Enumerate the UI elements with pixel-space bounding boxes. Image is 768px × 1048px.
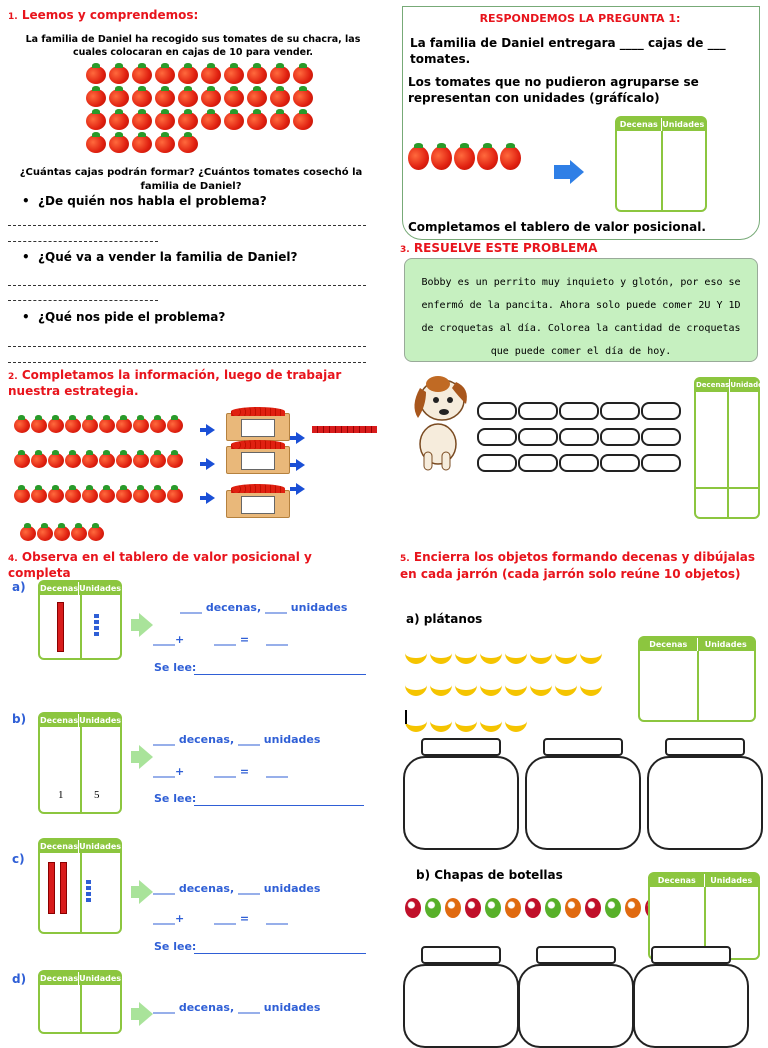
footer-text: Completamos el tablero de valor posicional. [408, 220, 706, 234]
tomato-icon [132, 89, 152, 107]
tomato-icon [178, 66, 198, 84]
tomato-icon [178, 112, 198, 130]
reading-line[interactable] [194, 805, 364, 806]
answer-sentence-2: Los tomates que no pudieron agruparse se representan con unidades (gráfícalo) [408, 75, 699, 105]
jar-icon[interactable] [525, 756, 641, 850]
decenas-unidades-line[interactable]: ____ decenas, ____ unidades [153, 882, 321, 895]
answer-line[interactable] [8, 241, 158, 242]
board-header: Decenas [617, 118, 662, 131]
banana-icon [580, 678, 602, 696]
banana-icon [455, 714, 477, 732]
tomato-icon [270, 66, 290, 84]
tomato-icon [65, 453, 81, 468]
board-header: Decenas [696, 379, 730, 392]
tomato-icon [109, 66, 129, 84]
answer-sentence-1[interactable]: La familia de Daniel entregara ____ cajas de ___ tomates. [410, 36, 726, 66]
unit-cube-icon [94, 620, 99, 624]
banana-icon [405, 646, 427, 664]
bone-icon [600, 428, 640, 446]
tomato-icon [82, 453, 98, 468]
banana-icon [480, 714, 502, 732]
tomato-icon [14, 453, 30, 468]
item-label: c) [12, 852, 25, 866]
section-title-text: Encierra los objetos formando decenas y dibújalas en cada jarrón (cada jarrón solo reúne 10 objetos) [400, 550, 756, 581]
tomato-icon [155, 112, 175, 130]
decenas-unidades-line[interactable]: ____ decenas, ____ unidades [180, 601, 348, 614]
place-value-board [38, 838, 122, 934]
tomato-icon [86, 66, 106, 84]
tomato-icon [14, 418, 30, 433]
banana-icon [455, 646, 477, 664]
arrow-icon [296, 432, 305, 444]
section-number: 1. [8, 12, 18, 22]
section-title-text: Observa en el tablero de valor posicional y completa [8, 550, 312, 580]
section-1-title [8, 8, 198, 22]
se-lee-label: Se lee: [154, 792, 197, 805]
bullet-text: ¿Qué va a vender la familia de Daniel? [38, 250, 298, 264]
answer-line[interactable] [8, 225, 366, 226]
tomato-icon [109, 89, 129, 107]
board-header: Unidades [79, 974, 122, 983]
jar-icon[interactable] [518, 964, 634, 1048]
banana-icon [405, 678, 427, 696]
jar-icon[interactable] [633, 964, 749, 1048]
item-label: a) [12, 580, 26, 594]
reading-line[interactable] [194, 674, 366, 675]
bottle-caps-row [405, 898, 681, 918]
tomato-icon [201, 112, 221, 130]
tomato-icon [408, 146, 429, 170]
tomato-icon [293, 112, 313, 130]
board-header: Unidades [79, 842, 122, 851]
place-value-board[interactable] [638, 636, 756, 722]
bottle-cap-icon [525, 898, 541, 918]
banana-icon [430, 646, 452, 664]
bottle-cap-icon [485, 898, 501, 918]
platanos-label: a) plátanos [406, 612, 483, 626]
se-lee-label: Se lee: [154, 940, 197, 953]
tomato-icon [116, 453, 132, 468]
banana-row [405, 650, 602, 668]
crate-icon [226, 413, 290, 441]
tomato-icon [150, 453, 166, 468]
tomato-icon [54, 526, 70, 541]
banana-icon [530, 678, 552, 696]
bone-icon [477, 428, 517, 446]
arrow-icon [206, 424, 215, 436]
tomato-icon [150, 488, 166, 503]
tomato-icon [133, 488, 149, 503]
sum-result-blank[interactable]: ____ [266, 765, 288, 778]
bullet-3: • ¿Qué nos pide el problema? [22, 310, 226, 324]
dog-icon [408, 366, 470, 472]
board-header: Decenas [40, 584, 79, 593]
bottle-cap-icon [505, 898, 521, 918]
tomato-icon [31, 488, 47, 503]
tomato-icon [178, 89, 198, 107]
banana-row [405, 682, 602, 700]
tens-digit: 1 [58, 789, 64, 801]
crate-icon [226, 490, 290, 518]
board-header: Unidades [730, 381, 768, 389]
tomato-icon [500, 146, 521, 170]
banana-icon [455, 678, 477, 696]
tomato-icon [86, 135, 106, 153]
question-text: ¿Cuántas cajas podrán formar? ¿Cuántos tomates cosechó la familia de Daniel? [19, 167, 363, 192]
sum-blank[interactable]: ____+ [153, 633, 185, 646]
board-header: Unidades [79, 584, 122, 593]
tomato-icon [37, 526, 53, 541]
tomato-icon [48, 488, 64, 503]
tomato-icon [14, 488, 30, 503]
crate-answer-box[interactable] [241, 419, 275, 437]
bullet-1: • ¿De quién nos habla el problema? [22, 194, 267, 208]
bone-icon [477, 454, 517, 472]
tomato-icon [270, 112, 290, 130]
sum-result-blank[interactable]: ____ [266, 912, 288, 925]
tomato-icon [86, 89, 106, 107]
unit-cube-icon [86, 898, 91, 902]
tomato-icon [20, 526, 36, 541]
section-4-title [8, 550, 368, 580]
board-header: Decenas [650, 874, 705, 887]
tomato-icon [65, 488, 81, 503]
banana-icon [580, 646, 602, 664]
banana-icon [530, 646, 552, 664]
tomato-icon [293, 89, 313, 107]
tomato-icon [71, 526, 87, 541]
tomato-icon [31, 453, 47, 468]
big-arrow-icon [554, 165, 570, 179]
banana-icon [505, 678, 527, 696]
crate-answer-box[interactable] [241, 452, 275, 470]
units-digit: 5 [94, 789, 100, 801]
bottle-cap-icon [565, 898, 581, 918]
tomato-icon [82, 418, 98, 433]
tomato-icon [224, 112, 244, 130]
se-lee-label: Se lee: [154, 661, 197, 674]
section-number: 2. [8, 372, 18, 382]
banana-icon [505, 646, 527, 664]
jar-icon[interactable] [403, 756, 519, 850]
section-title-text: Leemos y comprendemos: [21, 8, 199, 22]
bottle-cap-icon [545, 898, 561, 918]
tomato-icon [132, 112, 152, 130]
place-value-board [38, 970, 122, 1034]
tomato-icon [99, 418, 115, 433]
unit-cube-icon [86, 880, 91, 884]
green-arrow-icon [139, 745, 153, 769]
tomato-icon [178, 135, 198, 153]
sum-blank[interactable]: ____ = [214, 633, 250, 646]
section-number: 5. [400, 554, 410, 564]
tomato-icon [132, 66, 152, 84]
tomato-icon [454, 146, 475, 170]
reading-line[interactable] [194, 953, 366, 954]
board-header: Decenas [40, 716, 79, 725]
unit-cube-icon [94, 614, 99, 618]
banana-icon [480, 646, 502, 664]
tomato-icon [31, 418, 47, 433]
bone-icon [559, 402, 599, 420]
bottle-cap-icon [605, 898, 621, 918]
bone-icon [559, 454, 599, 472]
board-header: Unidades [79, 716, 122, 725]
sum-blank[interactable]: ____ = [214, 912, 250, 925]
bottle-cap-icon [465, 898, 481, 918]
bone-icon [518, 428, 558, 446]
board-header: Unidades [710, 876, 753, 885]
tomato-icon [247, 66, 267, 84]
respondemos-title: RESPONDEMOS LA PREGUNTA 1: [479, 12, 681, 25]
banana-icon [405, 714, 427, 732]
arrow-icon [206, 492, 215, 504]
tomato-icon [270, 89, 290, 107]
board-header: Unidades [662, 120, 705, 129]
tomato-icon [65, 418, 81, 433]
arrow-icon [206, 458, 215, 470]
place-value-board[interactable] [615, 116, 707, 212]
bullet-2: • ¿Qué va a vender la familia de Daniel? [22, 250, 298, 264]
problem-box [404, 258, 758, 362]
banana-icon [505, 714, 527, 732]
tomato-icon [48, 453, 64, 468]
jar-icon[interactable] [647, 756, 763, 850]
ten-rod-icon [48, 862, 55, 914]
tomato-icon [247, 112, 267, 130]
unit-cube-icon [94, 626, 99, 630]
tomato-icon [116, 418, 132, 433]
tomato-icon [155, 89, 175, 107]
banana-icon [430, 714, 452, 732]
text-cursor [405, 710, 407, 724]
item-label: d) [12, 972, 27, 986]
section-3-title [400, 241, 597, 255]
sum-result-blank[interactable]: ____ [266, 633, 288, 646]
board-header: Decenas [640, 638, 698, 651]
bullet-text: ¿De quién nos habla el problema? [38, 194, 267, 208]
sum-blank[interactable]: ____+ [153, 765, 185, 778]
tomato-icon [201, 66, 221, 84]
tomato-icon [48, 418, 64, 433]
bottle-cap-icon [585, 898, 601, 918]
tomato-icon [201, 89, 221, 107]
item-label: b) [12, 712, 27, 726]
bone-grid [477, 402, 681, 472]
banana-icon [480, 678, 502, 696]
arrow-icon [296, 459, 305, 471]
unit-cube-icon [86, 892, 91, 896]
board-header: Decenas [40, 974, 79, 983]
tomato-icon [155, 135, 175, 153]
place-value-board[interactable] [694, 377, 768, 519]
ten-rod-icon [60, 862, 67, 914]
tomato-icon [477, 146, 498, 170]
banana-icon [430, 678, 452, 696]
bone-icon [518, 454, 558, 472]
problem-text: Bobby es un perrito muy inquieto y glotón, por eso se enfermó de la pancita. Ahora solo puede comer 2U Y 1D de croquetas al día. Colorea la cantidad de croquetas que puede comer el día de hoy. [421, 277, 741, 357]
tomato-icon [133, 418, 149, 433]
decenas-unidades-line[interactable]: ____ decenas, ____ unidades [153, 1001, 321, 1014]
tomato-icon [224, 66, 244, 84]
crate-icon [226, 446, 290, 474]
crate-answer-box[interactable] [241, 496, 275, 514]
bone-icon [641, 454, 681, 472]
bone-icon [559, 428, 599, 446]
tomato-icon [167, 453, 183, 468]
ten-rod-icon [312, 426, 377, 433]
tomato-icon [224, 89, 244, 107]
sum-blank[interactable]: ____ = [214, 765, 250, 778]
green-arrow-icon [139, 613, 153, 637]
bone-icon [641, 428, 681, 446]
answer-line[interactable] [8, 346, 366, 347]
unit-cube-icon [94, 632, 99, 636]
unit-cube-icon [86, 886, 91, 890]
bone-icon [600, 402, 640, 420]
banana-row [405, 718, 527, 736]
big-arrow-head-icon [570, 160, 584, 184]
bone-icon [477, 402, 517, 420]
tomato-icon [99, 488, 115, 503]
green-arrow-icon [139, 880, 153, 904]
tomato-icon [155, 66, 175, 84]
bone-icon [641, 402, 681, 420]
place-value-board [38, 712, 122, 814]
arrow-icon [296, 483, 305, 495]
section-number: 4. [8, 554, 18, 564]
tomato-icon [86, 112, 106, 130]
jar-icon[interactable] [403, 964, 519, 1048]
banana-icon [555, 678, 577, 696]
ten-rod-icon [57, 602, 64, 652]
tomato-icon [247, 89, 267, 107]
tomato-icon [82, 488, 98, 503]
tomato-icon [116, 488, 132, 503]
answer-line[interactable] [8, 300, 158, 301]
tomato-icon [167, 418, 183, 433]
tomato-icon [109, 112, 129, 130]
green-arrow-icon [139, 1002, 153, 1026]
decenas-unidades-line[interactable]: ____ decenas, ____ unidades [153, 733, 321, 746]
section-2-title [8, 368, 368, 398]
place-value-board [38, 580, 122, 660]
bullet-text: ¿Qué nos pide el problema? [38, 310, 226, 324]
board-header: Decenas [40, 842, 79, 851]
tomato-icon [99, 453, 115, 468]
answer-line[interactable] [8, 362, 366, 363]
sum-blank[interactable]: ____+ [153, 912, 185, 925]
section-number: 3. [400, 245, 410, 255]
bone-icon [518, 402, 558, 420]
story-text: La familia de Daniel ha recogido sus tomates de su chacra, las cuales colocaran en cajas de 10 para vender. [25, 34, 361, 58]
tomato-icon [88, 526, 104, 541]
tomato-icon [150, 418, 166, 433]
bottle-cap-icon [625, 898, 641, 918]
tomato-icon [431, 146, 452, 170]
bottle-cap-icon [425, 898, 441, 918]
tomato-icon [109, 135, 129, 153]
tomato-icon [167, 488, 183, 503]
tomato-row [408, 146, 521, 170]
board-header: Unidades [704, 640, 747, 649]
bottle-cap-icon [405, 898, 421, 918]
section-title-text: Completamos la información, luego de trabajar nuestra estrategia. [8, 368, 342, 398]
tomato-icon [132, 135, 152, 153]
bottle-cap-icon [445, 898, 461, 918]
banana-icon [555, 646, 577, 664]
tomato-icon [133, 453, 149, 468]
answer-line[interactable] [8, 285, 366, 286]
tomato-icon [293, 66, 313, 84]
chapas-label: b) Chapas de botellas [416, 868, 563, 882]
bone-icon [600, 454, 640, 472]
section-title-text: RESUELVE ESTE PROBLEMA [413, 241, 598, 255]
section-5-title [400, 550, 760, 582]
